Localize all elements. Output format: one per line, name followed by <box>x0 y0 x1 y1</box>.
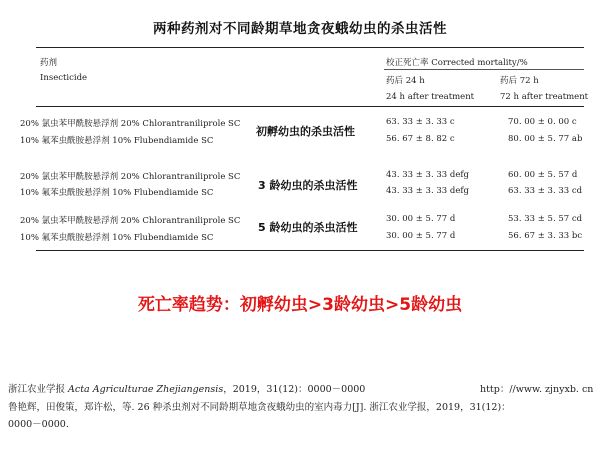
table-header-rule <box>36 106 584 107</box>
table-cell: 70. 00 ± 0. 00 c <box>508 117 577 127</box>
header-col2-cn: 药后 72 h <box>500 76 539 86</box>
header-col1-en: 24 h after treatment <box>386 92 475 102</box>
table-cell: 80. 00 ± 5. 77 ab <box>508 134 583 144</box>
header-insecticide-cn: 药剂 <box>40 58 58 68</box>
journal-name: Acta Agriculturae Zhejiangensis <box>68 384 224 395</box>
journal-prefix: 浙江农业学报 <box>8 384 69 395</box>
table-row: 20% 氯虫苯甲酰胺悬浮剂 20% Chlorantraniliprole SC <box>20 119 241 129</box>
table-cell: 43. 33 ± 3. 33 defg <box>386 170 469 180</box>
table-cell: 30. 00 ± 5. 77 d <box>386 214 456 224</box>
table-cell: 60. 00 ± 5. 57 d <box>508 170 578 180</box>
table-bottom-rule <box>36 250 584 251</box>
table-cell: 56. 67 ± 3. 33 bc <box>508 231 583 241</box>
table-cell: 30. 00 ± 5. 77 d <box>386 231 456 241</box>
table-row: 20% 氯虫苯甲酰胺悬浮剂 20% Chlorantraniliprole SC <box>20 172 241 182</box>
table-row: 20% 氯虫苯甲酰胺悬浮剂 20% Chlorantraniliprole SC <box>20 216 241 226</box>
table-row: 10% 氟苯虫酰胺悬浮剂 10% Flubendiamide SC <box>20 188 214 198</box>
table-cell: 56. 67 ± 8. 82 c <box>386 134 455 144</box>
group-label-5th-instar: 5 龄幼虫的杀虫活性 <box>258 221 358 234</box>
table-cell: 63. 33 ± 3. 33 c <box>386 117 455 127</box>
header-insecticide-en: Insecticide <box>40 73 88 83</box>
group-label-newly-hatched: 初孵幼虫的杀虫活性 <box>256 125 355 138</box>
journal-url[interactable]: http：//www. zjnyxb. cn <box>480 384 594 395</box>
table-cell: 63. 33 ± 3. 33 cd <box>508 186 583 196</box>
table-row: 10% 氟苯虫酰胺悬浮剂 10% Flubendiamide SC <box>20 233 214 243</box>
mortality-trend-note: 死亡率趋势：初孵幼虫>3龄幼虫>5龄幼虫 <box>137 295 463 315</box>
page-title: 两种药剂对不同龄期草地贪夜蛾幼虫的杀虫活性 <box>153 21 447 37</box>
header-sub-rule <box>384 69 584 70</box>
header-col1-cn: 药后 24 h <box>386 76 425 86</box>
table-cell: 53. 33 ± 5. 57 cd <box>508 214 583 224</box>
table-cell: 43. 33 ± 3. 33 defg <box>386 186 469 196</box>
table-top-rule <box>36 47 584 48</box>
citation-line-2: 0000－0000. <box>8 419 69 430</box>
header-mortality: 校正死亡率 Corrected mortality/% <box>386 58 528 68</box>
citation-line-1: 鲁艳辉，田俊策，郑许松，等. 26 种杀虫剂对不同龄期草地贪夜蛾幼虫的室内毒力[J]. 浙江农业学报，2019，31(12)： <box>8 402 511 413</box>
journal-line <box>8 381 365 395</box>
journal-issue: ，2019，31(12)：0000－0000 <box>223 384 366 395</box>
header-col2-en: 72 h after treatment <box>500 92 589 102</box>
table-row: 10% 氟苯虫酰胺悬浮剂 10% Flubendiamide SC <box>20 136 214 146</box>
group-label-3rd-instar: 3 龄幼虫的杀虫活性 <box>258 179 358 192</box>
